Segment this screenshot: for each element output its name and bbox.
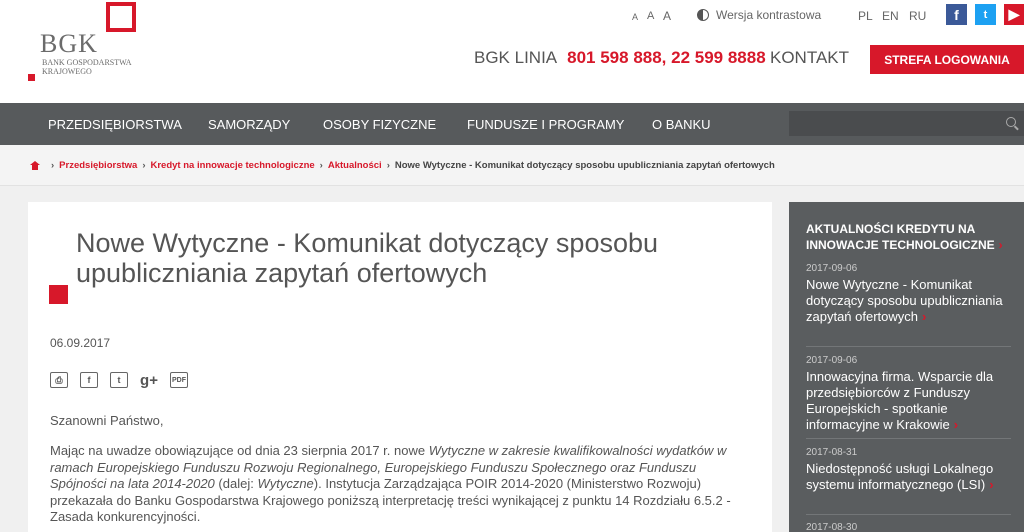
page-title: Nowe Wytyczne - Komunikat dotyczący sposobu upubliczniania zapytań ofertowych (76, 228, 659, 288)
breadcrumb (0, 145, 1024, 186)
sidebar-news-item[interactable] (806, 522, 1016, 532)
facebook-icon[interactable]: f (946, 4, 967, 25)
news-title (806, 277, 1016, 325)
news-title (806, 369, 1016, 433)
body-text-segment: (dalej: (214, 476, 258, 491)
facebook-share-icon[interactable]: f (80, 372, 98, 388)
news-date: 2017-08-31 (806, 447, 858, 458)
chevron-right-icon: › (922, 309, 927, 324)
breadcrumb-separator: › (319, 159, 323, 171)
news-sidebar (789, 202, 1024, 532)
login-button[interactable]: STREFA LOGOWANIA (870, 45, 1024, 74)
nav-item-samorzady[interactable]: SAMORZĄDY (208, 117, 291, 132)
contrast-toggle[interactable] (697, 8, 821, 22)
hotline (474, 48, 766, 68)
sidebar-title[interactable] (806, 221, 1011, 253)
breadcrumb-link[interactable]: Aktualności (327, 159, 382, 171)
home-icon[interactable] (30, 161, 40, 170)
divider (806, 346, 1011, 347)
article-date: 06.09.2017 (50, 336, 111, 350)
sidebar-title-text: AKTUALNOŚCI KREDYTU NA INNOWACJE TECHNOLOGICZNE (806, 222, 995, 252)
contrast-label: Wersja kontrastowa (716, 8, 822, 22)
sidebar-news-item[interactable] (806, 447, 1016, 493)
google-plus-share-icon[interactable]: g+ (140, 371, 158, 389)
font-size-large[interactable]: A (663, 9, 672, 23)
chevron-right-icon: › (989, 477, 994, 492)
twitter-icon[interactable]: t (975, 4, 996, 25)
font-size-small[interactable]: A (632, 12, 639, 22)
youtube-icon[interactable]: ▶ (1004, 4, 1024, 25)
breadcrumb-current: Nowe Wytyczne - Komunikat dotyczący sposobu upubliczniania zapytań ofertowych (394, 159, 775, 171)
body-text-segment: ). Instytucja Zarządzająca POIR 2014-2020 (Ministerstwo Rozwoju) przekazała do Banku Gospodarstwa Krajowego poniższą interpretację treści wynikającej z punktu 14 Rozdziału 6.5.2 - Zasada konkurencyjności. (50, 476, 731, 524)
body-text-italic: Wytyczne w zakresie kwalifikowalności wydatków w ramach Europejskiego Funduszu Rozwoju Regionalnego, Europejskiego Funduszu Społecznego oraz Funduszu Spójności na lata 2014-2020 (50, 443, 727, 491)
breadcrumb-link[interactable]: Przedsiębiorstwa (59, 159, 138, 171)
site-header (0, 0, 1024, 103)
nav-item-o-banku[interactable]: O BANKU (652, 117, 711, 132)
nav-item-osoby-fizyczne[interactable]: OSOBY FIZYCZNE (323, 117, 437, 132)
logo-text: BGK (40, 29, 98, 58)
article-tools (50, 372, 188, 388)
contrast-icon (697, 9, 709, 21)
hotline-label: BGK LINIA (474, 48, 558, 67)
news-date: 2017-09-06 (806, 355, 858, 366)
chevron-right-icon: › (953, 417, 959, 432)
body-text-italic: Wytyczne (257, 476, 314, 491)
breadcrumb-separator: › (386, 159, 390, 171)
lang-ru[interactable]: RU (909, 9, 927, 23)
twitter-share-icon[interactable]: t (110, 372, 128, 388)
sidebar-news-item[interactable] (806, 355, 1016, 433)
breadcrumb-separator: › (142, 159, 146, 171)
divider (806, 438, 1011, 439)
news-date: 2017-09-06 (806, 263, 858, 274)
news-title-text: Nowe Wytyczne - Komunikat dotyczący sposobu upubliczniania zapytań ofertowych (806, 277, 1003, 324)
breadcrumb-link[interactable]: Kredyt na innowacje technologiczne (150, 159, 315, 171)
divider (806, 514, 1011, 515)
chevron-right-icon: › (998, 238, 1003, 252)
contact-link[interactable]: KONTAKT (770, 48, 850, 67)
print-icon[interactable]: ⎙ (50, 372, 68, 388)
nav-item-przedsiebiorstwa[interactable]: PRZEDSIĘBIORSTWA (48, 117, 182, 132)
pdf-icon[interactable]: PDF (170, 372, 188, 388)
breadcrumb-separator: › (51, 159, 55, 171)
news-date: 2017-08-30 (806, 522, 858, 532)
news-title-text: Innowacyjna firma. Wsparcie dla przedsiębiorców z Funduszy Europejskich - spotkanie informacyjne w Krakowie (806, 369, 994, 432)
font-size-medium[interactable]: A (647, 10, 655, 22)
nav-item-fundusze[interactable]: FUNDUSZE I PROGRAMY (467, 117, 625, 132)
hotline-numbers[interactable]: 801 598 888, 22 599 8888 (567, 48, 766, 67)
search-input[interactable] (789, 111, 1024, 136)
lang-pl[interactable]: PL (858, 9, 873, 23)
search-icon[interactable] (1006, 117, 1016, 127)
body-text-segment: Mając na uwadze obowiązujące od dnia 23 sierpnia 2017 r. nowe (50, 443, 429, 458)
logo-subtitle: BANK GOSPODARSTWA KRAJOWEGO (42, 58, 132, 76)
article (28, 202, 772, 532)
news-title (806, 461, 1016, 493)
logo-dot-icon (28, 74, 35, 81)
article-greeting: Szanowni Państwo, (50, 413, 164, 428)
sidebar-news-item[interactable] (806, 263, 1016, 325)
news-title-text: Niedostępność usługi Lokalnego systemu informatycznego (LSI) (806, 461, 994, 492)
title-marker-icon (49, 285, 68, 304)
article-body (50, 443, 750, 526)
lang-en[interactable]: EN (882, 9, 899, 23)
top-utility-bar (0, 7, 1024, 25)
